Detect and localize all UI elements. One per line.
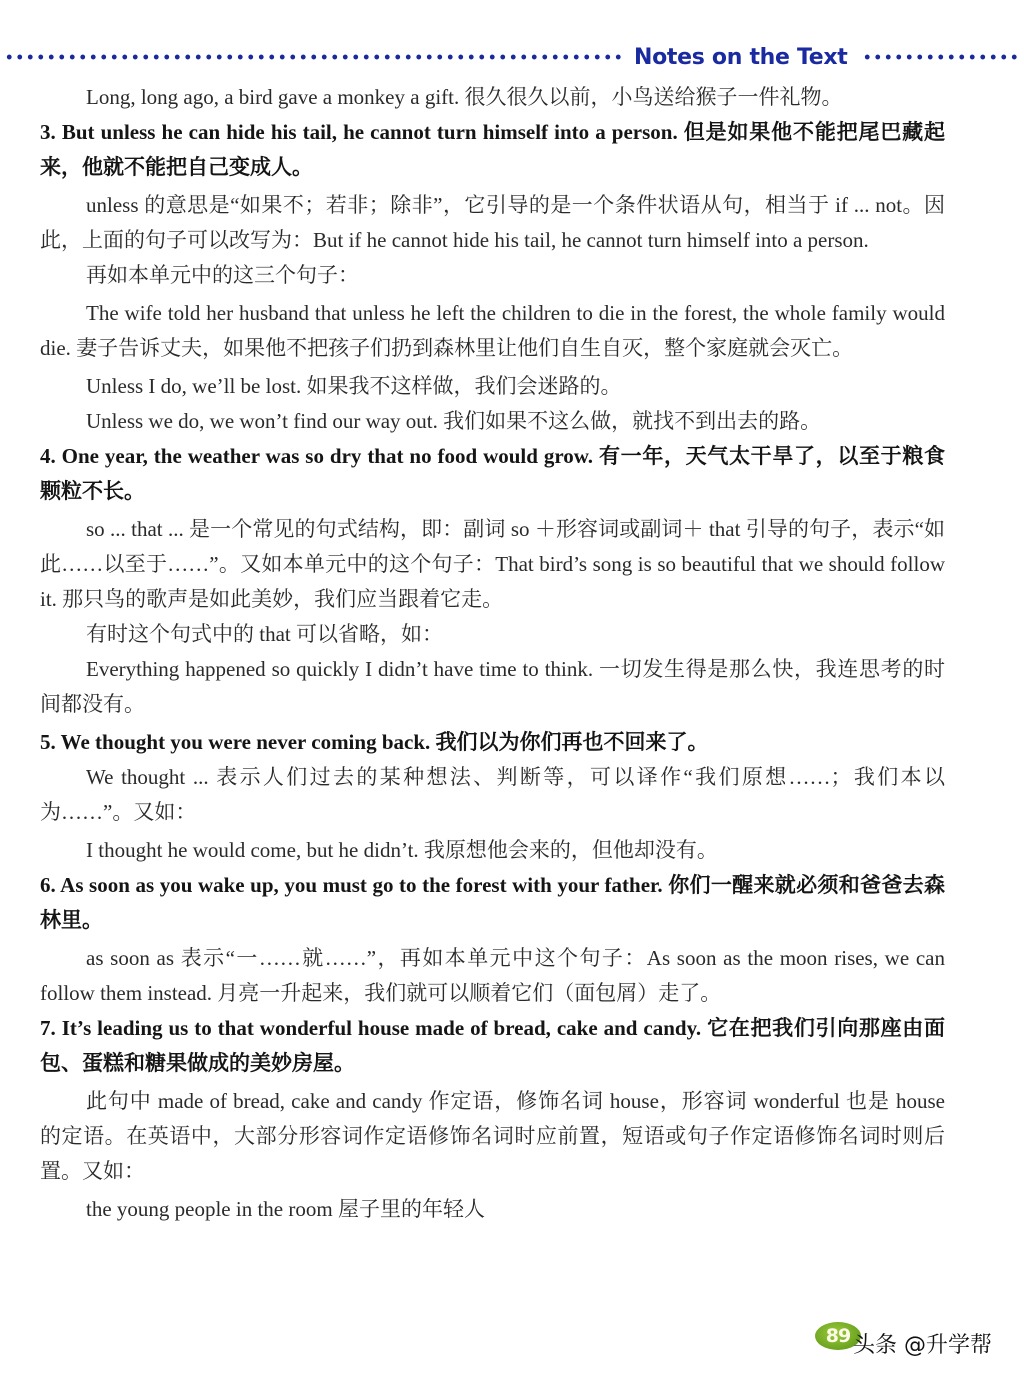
note-explanation: so ... that ... 是一个常见的句式结构，即：副词 so ＋形容词或副词＋ that 引导的句子，表示“如此……以至于……”。又如本单元中的这个句子：That bird’s song is so beautiful that we should follow it. 那只鸟的歌声是如此美妙，我们应当跟着它走。: [40, 517, 945, 611]
example-sentence: Long, long ago, a bird gave a monkey a gift. 很久很久以前，小鸟送给猴子一件礼物。: [86, 85, 843, 109]
example-sentence: Unless I do, we’ll be lost. 如果我不这样做，我们会迷路的。: [86, 374, 622, 398]
section-title: Notes on the Text: [634, 44, 848, 70]
note-explanation: We thought ... 表示人们过去的某种想法、判断等，可以译作“我们原想……；我们本以为……”。又如：: [40, 765, 945, 824]
example-sentence: I thought he would come, but he didn’t. 我原想他会来的，但他却没有。: [86, 838, 718, 862]
note-6: [40, 868, 945, 1011]
note-explanation: unless 的意思是“如果不；若非；除非”，它引导的是一个条件状语从句，相当于 if ... not。因此，上面的句子可以改写为：But if he cannot hide his tail, he cannot turn himself into a person.: [40, 193, 945, 252]
example-sentence: The wife told her husband that unless he left the children to die in the forest, the whole family would die. 妻子告诉丈夫，如果他不把孩子们扔到森林里让他们自生自灭，整个家庭就会灭亡。: [40, 301, 945, 360]
example-sentence: the young people in the room 屋子里的年轻人: [86, 1197, 485, 1221]
note-heading: 3. But unless he can hide his tail, he cannot turn himself into a person. 但是如果他不能把尾巴藏起来，他就不能把自己变成人。: [40, 120, 945, 179]
header-dots-right: [862, 54, 1017, 60]
page-number-badge: 89: [815, 1322, 861, 1350]
note-heading: 7. It’s leading us to that wonderful house made of bread, cake and candy. 它在把我们引向那座由面包、蛋糕和糖果做成的美妙房屋。: [40, 1016, 945, 1075]
example-sentence: Everything happened so quickly I didn’t have time to think. 一切发生得是那么快，我连思考的时间都没有。: [40, 657, 945, 716]
note-5: [40, 725, 945, 868]
watermark: 头条 @升学帮: [853, 1332, 992, 1358]
note-explanation: 此句中 made of bread, cake and candy 作定语，修饰名词 house，形容词 wonderful 也是 house 的定语。在英语中，大部分形容词作定语修饰名词时应前置，短语或句子作定语修饰名词时则后置。又如：: [40, 1089, 945, 1183]
note-4: [40, 439, 945, 722]
header-dots-left: [4, 54, 622, 60]
note-text: 再如本单元中的这三个句子：: [86, 263, 359, 287]
page-footer: [815, 1316, 992, 1356]
note-explanation: as soon as 表示“一……就……”，再如本单元中这个句子：As soon as the moon rises, we can follow them instead. 月亮一升起来，我们就可以顺着它们（面包屑）走了。: [40, 946, 945, 1005]
note-7: [40, 1011, 945, 1227]
note-text: 有时这个句式中的 that 可以省略，如：: [86, 622, 443, 646]
note-3: [40, 115, 945, 439]
note-heading: 5. We thought you were never coming back. 我们以为你们再也不回来了。: [40, 730, 709, 754]
example-sentence: Unless we do, we won’t find our way out. 我们如果不这么做，就找不到出去的路。: [86, 409, 822, 433]
page-content: [40, 80, 945, 1227]
section-header: [0, 42, 1024, 72]
note-heading: 4. One year, the weather was so dry that no food would grow. 有一年，天气太干旱了，以至于粮食颗粒不长。: [40, 444, 945, 503]
note-heading: 6. As soon as you wake up, you must go to the forest with your father. 你们一醒来就必须和爸爸去森林里。: [40, 873, 945, 932]
